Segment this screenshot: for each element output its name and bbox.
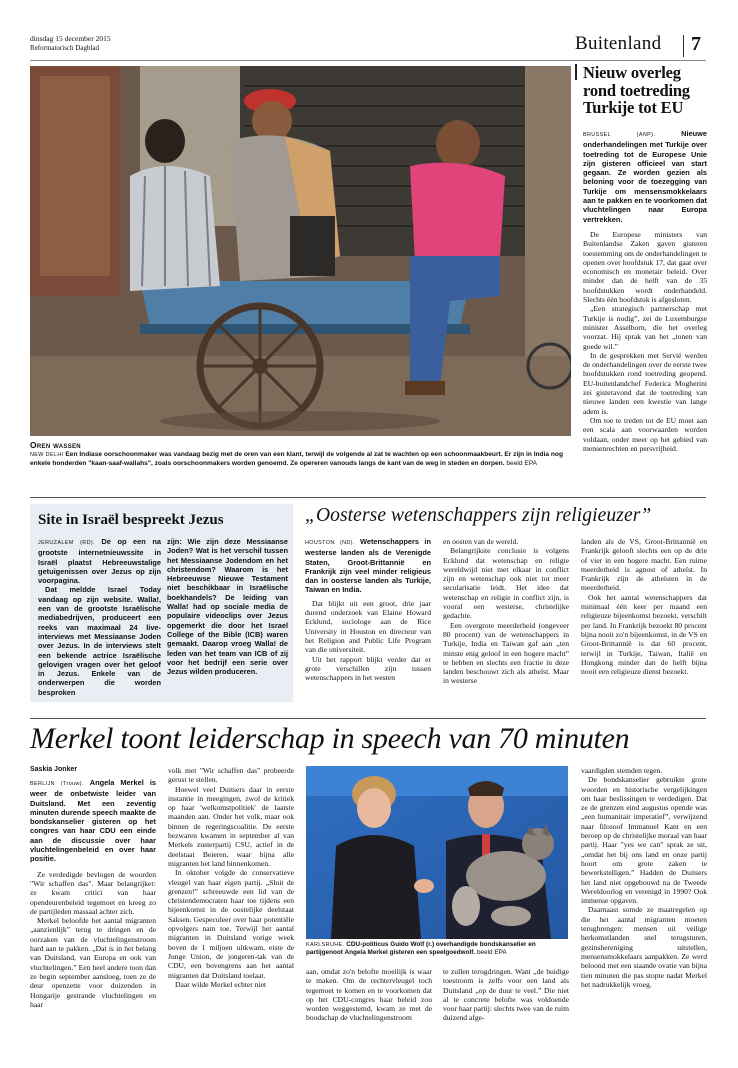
israel-col2: zijn: Wie zijn deze Messiaanse Joden? Wat is het verschil tussen het Messiaanse Jodendom en het christendom? Waarom is het Hebreeuwse Nieuwe Testament niet beschikbaar in Israëlische boekhandels? De leiding van Walla! had op sociale media de populaire videoclips over Jezus opgemerkt die door het Israel College of the Bible (ICB) waren gemaakt. Daarop vroeg Walla! de leden van het team van ICB of zij voor het bedrijf een serie over Jezus wilden produceren.: [167, 537, 288, 677]
merkel-paragraph: Daar wilde Merkel echter niet: [175, 979, 267, 989]
merkel-col3: [306, 967, 432, 1023]
section-rule: [30, 497, 706, 498]
photo1-caption-title: Oren wassen: [30, 440, 81, 450]
merkel-photo-caption-text: CDU-politicus Guido Wolf (r.) overhandigde bondskanselier en partijgenoot Angela Merkel gisteren een speelgoedwolf.: [306, 941, 536, 956]
article-marker: [575, 64, 577, 80]
merkel-photo-caption: [306, 941, 568, 957]
merkel-paragraph: te zullen terugdringen. Want „de huidige toestroom is zelfs voor een land als Duitsland „op de duur te veel.” Die niet al te concrete belofte was voldoende voor haar partij: slechts twee van de ruim duizend afge-: [443, 967, 569, 1023]
wetenschappers-col2: [443, 537, 569, 686]
merkel-paragraph: Ze verdedigde bevlogen de woorden "Wir schaffen das". Maar belangrijker: ze kwam critici van haar opendeurenbeleid tegemoet en kreeg zo de partijleden massaal achter zich.: [30, 869, 156, 916]
header-divider: [683, 35, 684, 57]
wetenschappers-paragraph: landen als de VS, Groot-Brittannië en Frankrijk gelooft slechts een op de drie of vier in een hogere macht. Een ruime meerderheid is agnost of atheïst. In Frankrijk zijn de atheïsten in de meerderheid.: [581, 537, 707, 593]
israel-headline: Site in Israël bespreekt Jezus: [38, 512, 224, 528]
turkije-headline: Nieuw overleg rond toetreding Turkije tot EU: [583, 63, 690, 117]
merkel-col2: [168, 766, 294, 989]
merkel-author: Saskia Jonker: [30, 766, 78, 773]
header-rule: [30, 60, 706, 61]
photo-ear-cleaner: [30, 66, 571, 436]
merkel-paragraph: aan, omdat zo'n belofte moeilijk is waar te maken. Om de rechtervleugel toch tegemoet te komen en te voorkomen dat op het CDU-congres haar beleid zou worden weggestemd, kwam ze met de boodschap de vluchtelingenstroom: [306, 967, 432, 1023]
wetenschappers-paragraph: Een overgrote meerderheid (ongeveer 80 procent) van de wetenschappers in Turkije, India en Taiwan gaf aan „ten minste enig geloof in een hogere macht” te hebben en slechts een fractie in deze landen beschouwt zich als atheïst. Maar in westerse: [443, 620, 569, 686]
merkel-paragraph: Hoewel veel Duitsers daar in eerste instantie in meegingen, zwol de kritiek op haar 'welkomstpolitiek' de laatste maanden aan. Onder het volk, maar ook binnen de regeringscoalitie. De eerste bezwaren kwamen in september al van Merkels zusterpartij CSU, actief in de deelstaat Beieren, waar bijna alle migranten het land binnenkomen.: [168, 784, 294, 868]
merkel-paragraph: volk met "Wir schaffen das" probeerde gerust te stellen.: [168, 766, 294, 785]
merkel-paragraph: Daarnaast somde ze maatregelen op die het aantal migranten moeten terugbrengen: mensen uit veilige herkomstlanden snel terugsturen, gezinshereniging uitstellen, mensensmokkelaars aanpakken. Ze werd beloond met een staande ovatie van bijna tien minuten die pas stopte nadat Merkel het nadrukkelijk vroeg.: [581, 905, 707, 989]
merkel-col5: [581, 766, 707, 989]
turkije-paragraph: In de gesprekken met Servië werden de onderhandelingen over de eerste twee hoofdstukken rond toetreding geopend. EU-buitenlandchef Federica Mogherini zei gisteravond dat de toetreding van nieuwe landen een kwestie van lange adem is.: [583, 350, 707, 416]
merkel-headline: Merkel toont leiderschap in speech van 70 minuten: [30, 722, 630, 755]
israel-text: Dat meldde Israel Today vandaag op zijn website. Walla!, een van de grootste Israëlische mediabedrijven, produceert een reeks van maximaal 24 live-interviews met Messiaanse Joden over Jezus. In de interviews stelt een bekende actrice Israëlische gelovigen vragen over het geloof in Jezus. Enkele van de onderwerpen die worden besproken: [38, 585, 161, 697]
section-title: Buitenland: [575, 33, 662, 54]
merkel-paragraph: Merkel beloofde het aantal migranten „aanzienlijk” terug te dringen en de oorzaken van de vluchtelingenstroom hard aan te pakken. „Dat is in het belang van Duitsland, van Europa en ook van vluchtelingen.” Een heel andere toon dan ze begin september aansloeg, toen ze de deur openzette voor duizenden in Hongarije gestrande vluchtelingen en haar: [30, 916, 156, 1009]
issue-date: dinsdag 15 december 2015: [30, 34, 111, 43]
merkel-photo-dateline: KARLSRUHE.: [306, 942, 345, 948]
merkel-paragraph: De bondskanselier gebruikte grote woorden en historische vergelijkingen om haar beslissingen te verdedigen. Dat ze de grenzen eind augustus opende was „een humanitair imperatief”, verwijzend naar filosoof Immanuel Kant en een beroep op de christelijke moraal van haar partij. Haar "yes we can" sprak ze uit, „omdat het bij ons land en onze partij hoort om grote zaken te bewerkstelligen.” Hadden de Duitsers het land niet opgebouwd na de Tweede Wereldoorlog en verenigd in 1990? Ook immense opgaven.: [581, 775, 707, 906]
page-number: 7: [691, 33, 701, 55]
wetenschappers-dateline: HOUSTON (ND).: [305, 540, 355, 546]
turkije-body: [583, 129, 707, 453]
wetenschappers-paragraph: Ook het aantal wetenschappers dat minimaal één keer per maand een religieuze bijeenkomst bezoekt, verschilt per land. In Frankrijk bezoekt 80 procent bijna nooit zo'n bijeenkomst, in de VS en Groot-Brittannië is dat 60 procent, terwijl in Turkije, Taiwan, Italië en Hongkong minder dan de helft bijna nooit een religieuze dienst bezoekt.: [581, 592, 707, 677]
merkel-dateline: BERLIJN (Trouw).: [30, 781, 84, 787]
turkije-paragraph: Om toe te treden tot de EU moet aan een scala aan voorwaarden worden voldaan, onder meer op het gebied van mensenrechten en persvrijheid.: [583, 415, 707, 453]
photo-merkel-wolf: [306, 766, 568, 939]
turkije-paragraph: „Een strategisch partnerschap met Turkije is nodig”, zei de Luxemburgse minister Asselborn, die het overleg voorzat. Hij sprak van het „tonen van goede wil.”: [583, 304, 707, 351]
israel-dateline: JERUZALEM (RD).: [38, 540, 95, 546]
israel-col1: [38, 537, 161, 697]
turkije-dateline: BRUSSEL (ANP).: [583, 132, 656, 138]
merkel-photo-credit: beeld EPA: [476, 949, 507, 956]
wetenschappers-headline: „Oosterse wetenschappers zijn religieuzer”: [305, 505, 652, 526]
merkel-col4: [443, 967, 569, 1023]
photo1-caption-text: Een Indiase oorschoonmaker was vandaag bezig met de oren van een klant, terwijl de volgende al zat te wachten op een schoonmaakbeurt. Er zijn in India nog enkele honderden "kaan-saaf-wallahs", zoals oorschoonmakers worden genoemd. Ze opereren vanouds langs de kant van de weg in steden en dorpen.: [30, 451, 563, 467]
newspaper-name: Reformatorisch Dagblad: [30, 44, 100, 52]
wetenschappers-paragraph: Dat blijkt uit een groot, drie jaar durend onderzoek van Elaine Howard Ecklund, sociologe aan de Rice University in Houston en directeur van het Religion and Public Life Program van die universiteit.: [305, 598, 431, 655]
wetenschappers-paragraph: en oosten van de wereld.: [443, 537, 519, 546]
section-rule: [30, 718, 706, 719]
photo1-credit: beeld EPA: [506, 459, 538, 467]
turkije-lead: Nieuwe onderhandelingen met Turkije over toetreding tot de Europese Unie zijn gisteren officieel van start gegaan. Ze worden gezien als beloning voor de toezegging van Turkije om mensensmokkelaars aan te pakken en te voorkomen dat vluchtelingen naar Europa vertrekken.: [583, 129, 707, 224]
wetenschappers-paragraph: Belangrijkste conclusie is volgens Ecklund dat wetenschap en religie wereldwijd niet met elkaar in conflict zijn en wetenschap ook niet tot meer secularisatie leidt. Het idee dat wetenschap en religie in conflict zijn, is vooral een westerse, christelijke gedachte.: [443, 546, 569, 621]
merkel-lead: Angela Merkel is weer de onbetwiste leider van Duitsland. Met een zeventig minuten durende speech maakte de bondskanselier gisteren op het congres van haar CDU een einde aan de discussie over haar vluchtelingenbeleid en over haar positie.: [30, 778, 156, 864]
wetenschappers-col1: [305, 537, 431, 682]
wetenschappers-paragraph: Uit het rapport blijkt verder dat er grote verschillen zijn tussen wetenschappers in het westen: [305, 654, 431, 683]
photo1-dateline: NEW DELHI: [30, 452, 64, 458]
merkel-paragraph: vaardigden stemden tegen.: [581, 766, 663, 775]
turkije-paragraph: De Europese ministers van Buitenlandse Zaken gaven gisteren toestemming om de onderhandelingen te openen over hoofdstuk 17, dat gaat over economisch en monetair beleid. Over minder dan de helft van de 35 hoofdstukken wordt onderhandeld. Slechts één hoofdstuk is afgesloten.: [583, 229, 707, 305]
merkel-paragraph: In oktober volgde de conservatieve vleugel van haar eigen partij. „Sluit de grenzen!” schreeuwde een lid van de christendemocraten haar toe tijdens een bijeenkomst in de oostelijke deelstaat Saksen. Gespeculeer over haar potentiële opvolgers nam toe. Terwijl het aantal migranten in Duitsland vorige week boven de 1 miljoen uitkwam, eiste de Junge Union, de jongeren-tak van de CDU, een bovengrens aan het aantal migranten dat Duitsland toelaat.: [168, 868, 294, 980]
wetenschappers-col3: [581, 537, 707, 676]
merkel-col1: [30, 778, 156, 1009]
photo1-caption: [30, 451, 570, 468]
wetenschappers-lead: Wetenschappers in westerse landen als de Verenigde Staten, Groot-Brittannië en Frankrijk zijn veel minder religieus dan in oosterse landen als Turkije, Taiwan en India.: [305, 537, 431, 595]
israel-lead: De op een na grootste internetnieuwssite in Israël plaatst Hebreeuwstalige getuigenissen over Jezus op zijn voorpagina.: [38, 537, 162, 586]
